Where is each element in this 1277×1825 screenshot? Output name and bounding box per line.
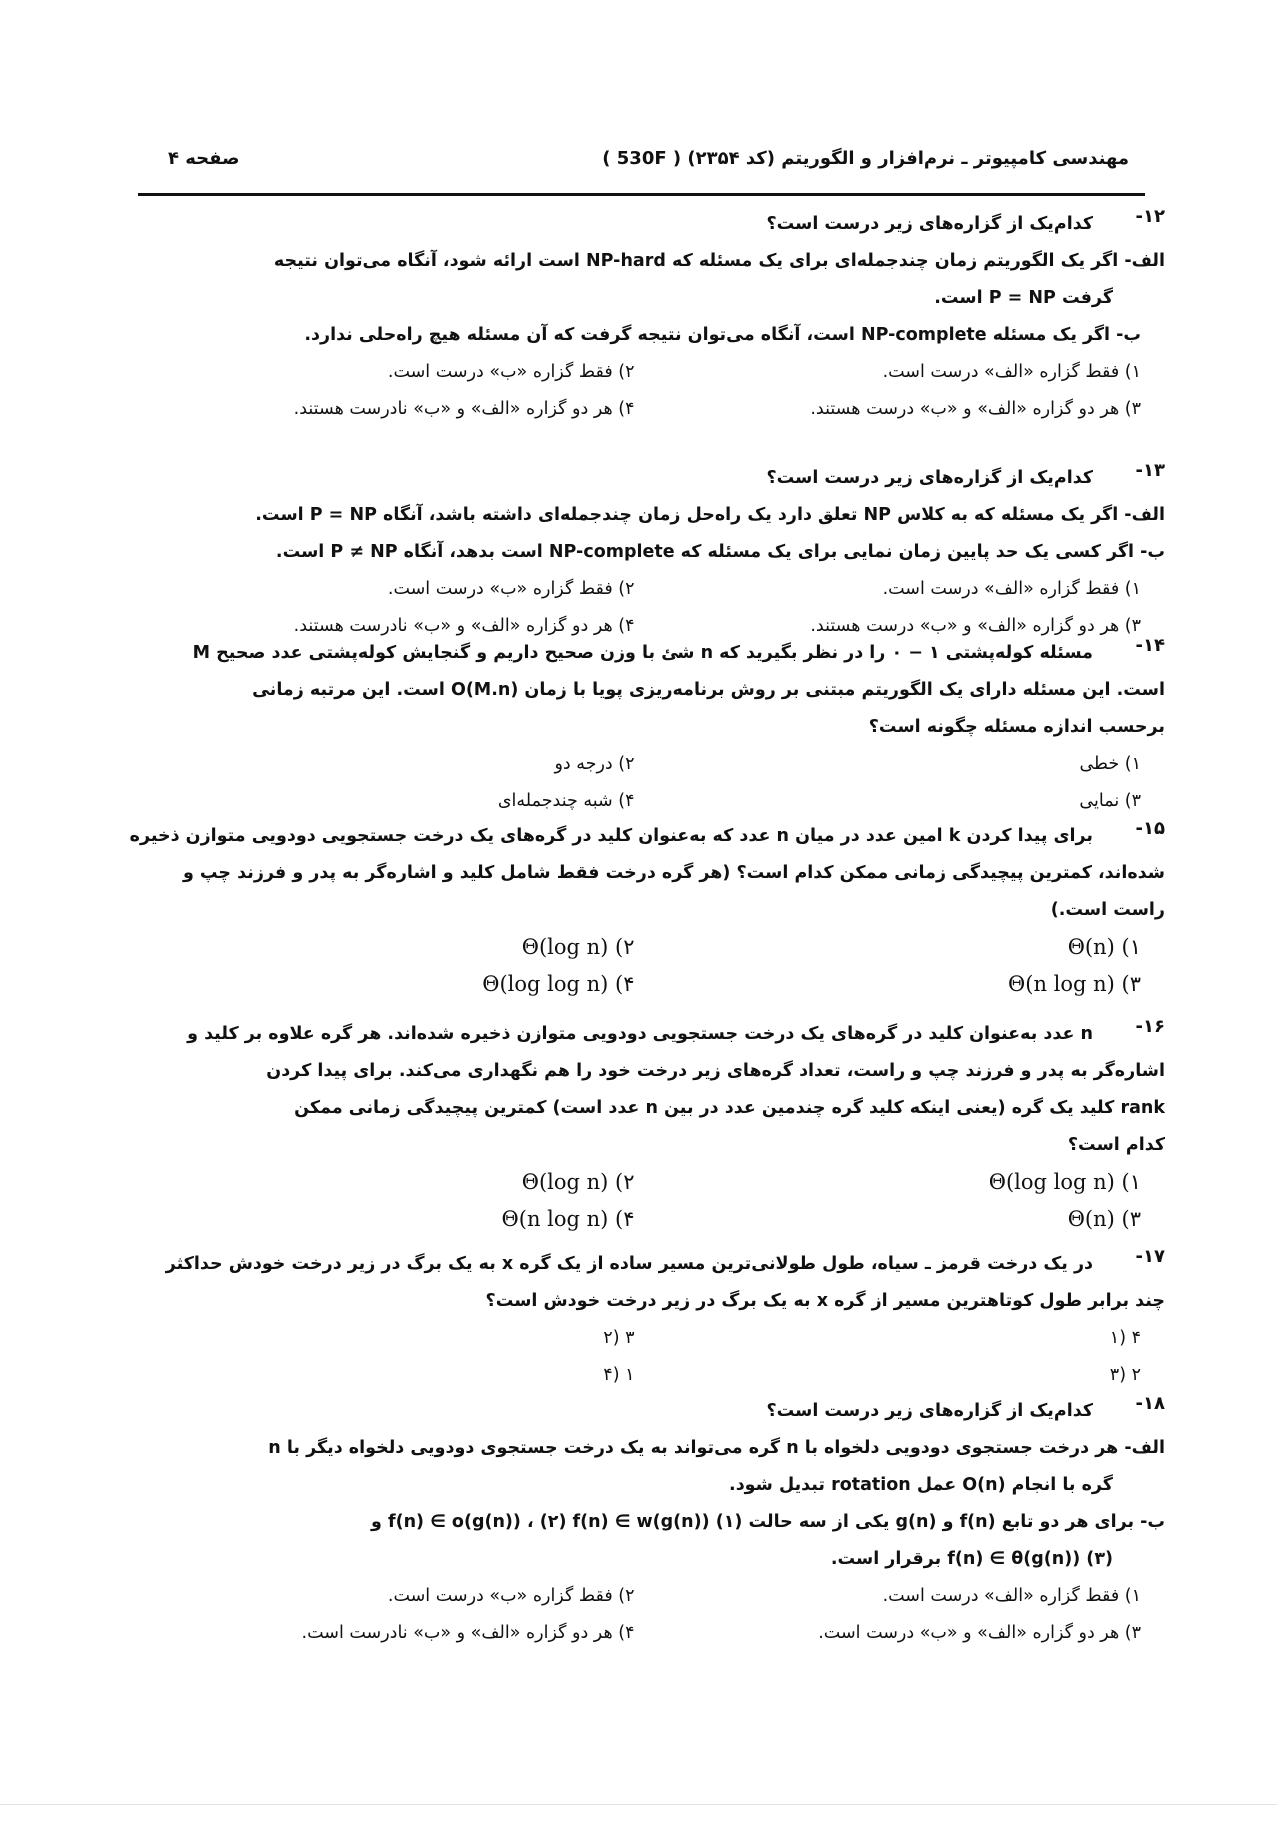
question-17 [128, 1246, 1165, 1394]
exam-title: مهندسی کامپیوتر ـ نرم‌افزار و الگوریتم (کد ۲۳۵۴) ( 530F ) [602, 148, 1129, 169]
option-4[interactable]: Θ(log log n) (۴ [482, 972, 635, 996]
question-number: ۱۴- [1135, 635, 1165, 656]
question-line-3: rank کلید یک گره (یعنی اینکه کلید گره چندمین عدد در بین n عدد است) کمترین پیچیدگی زمانی ممکن [294, 1098, 1165, 1118]
answer-options [128, 929, 1141, 1003]
answer-options [128, 571, 1141, 645]
statement-alef: الف- هر درخت جستجوی دودویی دلخواه با n گره می‌تواند به یک درخت جستجوی دودویی دلخواه دیگر با n [268, 1438, 1165, 1458]
question-line-1: در یک درخت قرمز ـ سیاه، طول طولانی‌ترین مسیر ساده از یک گره x به یک برگ در زیر درخت خودش حداکثر [165, 1254, 1093, 1274]
option-2[interactable]: ۲) درجه دو [554, 754, 635, 774]
page-header [168, 148, 1129, 188]
option-1[interactable]: Θ(log log n) (۱ [988, 1170, 1141, 1194]
statement-alef-cont: گره با انجام O(n) عمل rotation تبدیل شود. [729, 1475, 1113, 1495]
statement-be-cont: (۳) f(n) ∈ θ(g(n)) برقرار است. [830, 1549, 1113, 1569]
statement-alef: الف- اگر یک الگوریتم زمان چندجمله‌ای برای یک مسئله که NP-hard است ارائه شود، آنگاه می‌توان نتیجه [273, 251, 1165, 271]
option-1[interactable]: ۴ (۱ [1109, 1328, 1141, 1348]
question-stem: کدام‌یک از گزاره‌های زیر درست است؟ [766, 468, 1093, 488]
option-2[interactable]: Θ(log n) (۲ [521, 935, 635, 959]
page-bottom-edge [0, 1804, 1277, 1805]
statement-alef: الف- اگر یک مسئله که به کلاس NP تعلق دارد یک راه‌حل زمان چندجمله‌ای داشته باشد، آنگاه P = NP است. [255, 505, 1165, 525]
option-2[interactable]: ۳ (۲ [603, 1328, 635, 1348]
page-number: صفحه ۴ [168, 148, 240, 169]
option-2[interactable]: ۲) فقط گزاره «ب» درست است. [387, 579, 635, 599]
question-stem: کدام‌یک از گزاره‌های زیر درست است؟ [766, 214, 1093, 234]
question-15 [128, 818, 1165, 1003]
option-4[interactable]: ۴) هر دو گزاره «الف» و «ب» نادرست هستند. [293, 399, 635, 419]
question-18 [128, 1393, 1165, 1652]
option-1[interactable]: ۱) فقط گزاره «الف» درست است. [882, 362, 1141, 382]
question-13 [128, 460, 1165, 645]
statement-alef-cont: گرفت P = NP است. [934, 288, 1113, 308]
option-4[interactable]: Θ(n log n) (۴ [501, 1207, 635, 1231]
question-14 [128, 635, 1165, 820]
question-line-2: چند برابر طول کوتاهترین مسیر از گره x به یک برگ در زیر درخت خودش است؟ [485, 1291, 1165, 1311]
question-number: ۱۳- [1135, 460, 1165, 481]
option-1[interactable]: Θ(n) (۱ [1067, 935, 1141, 959]
question-12 [128, 206, 1165, 428]
question-number: ۱۲- [1135, 206, 1165, 227]
option-3[interactable]: Θ(n log n) (۳ [1008, 972, 1141, 996]
question-line-2: شده‌اند، کمترین پیچیدگی زمانی ممکن کدام است؟ (هر گره درخت فقط شامل کلید و اشاره‌گر به پدر و فرزند چپ و [182, 863, 1165, 883]
question-line-1: برای پیدا کردن k امین عدد در میان n عدد که به‌عنوان کلید در گره‌های یک درخت جستجویی دودویی متوازن ذخیره [129, 826, 1093, 846]
statement-be: ب- برای هر دو تابع f(n) و g(n) یکی از سه حالت (۱) f(n) ∈ o(g(n)) ، (۲) f(n) ∈ w(g(n)) و [371, 1512, 1165, 1532]
option-1[interactable]: ۱) خطی [1079, 754, 1141, 774]
option-4[interactable]: ۴) هر دو گزاره «الف» و «ب» نادرست است. [301, 1623, 635, 1643]
question-line-1: مسئله کوله‌پشتی ۱ − ۰ را در نظر بگیرید که n شئ با وزن صحیح داریم و گنجایش کوله‌پشتی عدد صحیح M [192, 643, 1093, 663]
option-4[interactable]: ۴) هر دو گزاره «الف» و «ب» نادرست هستند. [293, 616, 635, 636]
option-2[interactable]: ۲) فقط گزاره «ب» درست است. [387, 1586, 635, 1606]
question-line-3: راست است.) [1050, 900, 1165, 920]
question-number: ۱۵- [1135, 818, 1165, 839]
question-16 [128, 1016, 1165, 1238]
option-3[interactable]: Θ(n) (۳ [1067, 1207, 1141, 1231]
answer-options [128, 1164, 1141, 1238]
question-line-4: کدام است؟ [1067, 1135, 1165, 1155]
answer-options [128, 1320, 1141, 1394]
option-3[interactable]: ۳) هر دو گزاره «الف» و «ب» درست هستند. [810, 616, 1141, 636]
answer-options [128, 746, 1141, 820]
option-1[interactable]: ۱) فقط گزاره «الف» درست است. [882, 579, 1141, 599]
answer-options [128, 354, 1141, 428]
option-1[interactable]: ۱) فقط گزاره «الف» درست است. [882, 1586, 1141, 1606]
option-4[interactable]: ۱ (۴ [603, 1365, 635, 1385]
option-3[interactable]: ۳) نمایی [1079, 791, 1141, 811]
question-line-3: برحسب اندازه مسئله چگونه است؟ [868, 717, 1165, 737]
answer-options [128, 1578, 1141, 1652]
question-line-1: n عدد به‌عنوان کلید در گره‌های یک درخت جستجویی دودویی متوازن ذخیره شده‌اند. هر گره علاوه بر کلید و [187, 1024, 1093, 1044]
option-3[interactable]: ۳) هر دو گزاره «الف» و «ب» درست است. [818, 1623, 1141, 1643]
question-number: ۱۶- [1135, 1016, 1165, 1037]
statement-be: ب- اگر یک مسئله NP-complete است، آنگاه می‌توان نتیجه گرفت که آن مسئله هیچ راه‌حلی ندارد. [304, 325, 1141, 345]
header-rule [138, 193, 1145, 196]
option-2[interactable]: ۲) فقط گزاره «ب» درست است. [387, 362, 635, 382]
option-3[interactable]: ۲ (۳ [1109, 1365, 1141, 1385]
option-2[interactable]: Θ(log n) (۲ [521, 1170, 635, 1194]
question-line-2: اشاره‌گر به پدر و فرزند چپ و راست، تعداد گره‌های زیر درخت خود را هم نگهداری می‌کند. برای پیدا کردن [266, 1061, 1165, 1081]
option-3[interactable]: ۳) هر دو گزاره «الف» و «ب» درست هستند. [810, 399, 1141, 419]
question-stem: کدام‌یک از گزاره‌های زیر درست است؟ [766, 1401, 1093, 1421]
question-number: ۱۸- [1135, 1393, 1165, 1414]
question-number: ۱۷- [1135, 1246, 1165, 1267]
statement-be: ب- اگر کسی یک حد پایین زمان نمایی برای یک مسئله که NP-complete است بدهد، آنگاه P ≠ NP است. [275, 542, 1165, 562]
option-4[interactable]: ۴) شبه چندجمله‌ای [497, 791, 635, 811]
question-line-2: است. این مسئله دارای یک الگوریتم مبتنی بر روش برنامه‌ریزی پویا با زمان O(M.n) است. این مرتبه زمانی [252, 680, 1165, 700]
